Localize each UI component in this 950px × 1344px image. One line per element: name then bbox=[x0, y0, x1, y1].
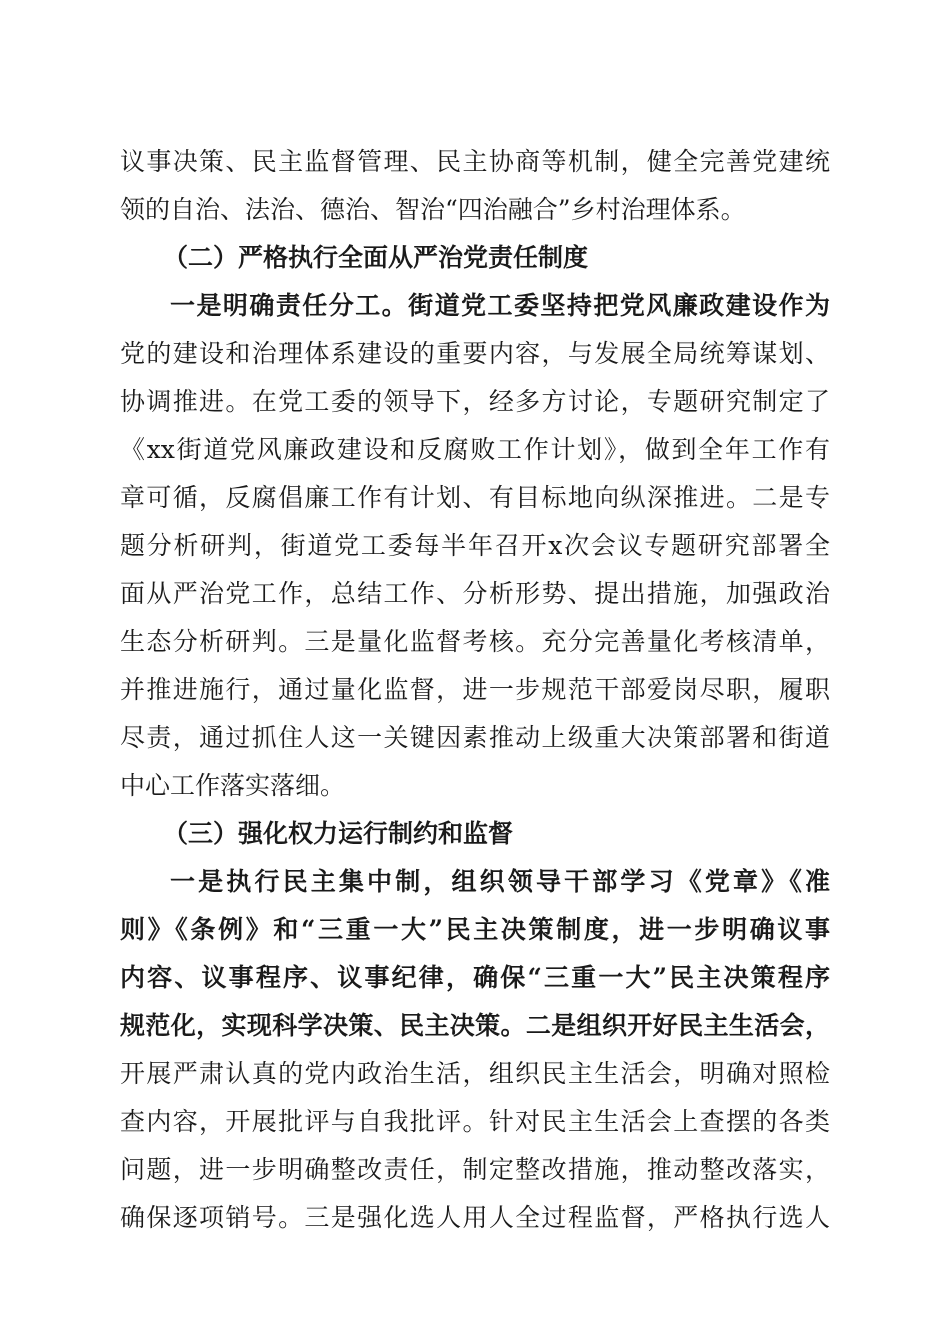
paragraph-line: 中心工作落实落细。 bbox=[120, 771, 346, 800]
paragraph-line: 并推进施行，通过量化监督，进一步规范干部爱岗尽职，履职 bbox=[120, 675, 830, 704]
paragraph-line: 议事决策、民主监督管理、民主协商等机制，健全完善党建统 bbox=[120, 147, 830, 176]
section-heading: （二）严格执行全面从严治党责任制度 bbox=[163, 243, 589, 272]
paragraph-line: 面从严治党工作，总结工作、分析形势、提出措施，加强政治 bbox=[120, 579, 830, 608]
paragraph-line: 则》《条例》和“三重一大”民主决策制度，进一步明确议事 bbox=[120, 915, 830, 944]
paragraph-line: 题分析研判，街道党工委每半年召开x次会议专题研究部署全 bbox=[120, 531, 830, 560]
paragraph-line: 领的自治、法治、德治、智治“四治融合”乡村治理体系。 bbox=[120, 195, 746, 224]
paragraph-line: 问题，进一步明确整改责任，制定整改措施，推动整改落实， bbox=[120, 1155, 830, 1184]
section-heading: （三）强化权力运行制约和监督 bbox=[163, 819, 514, 848]
paragraph-line: 查内容，开展批评与自我批评。针对民主生活会上查摆的各类 bbox=[120, 1107, 830, 1136]
paragraph-line: 党的建设和治理体系建设的重要内容，与发展全局统筹谋划、 bbox=[120, 339, 830, 368]
paragraph-line: 内容、议事程序、议事纪律，确保“三重一大”民主决策程序 bbox=[120, 963, 830, 992]
paragraph-line: 开展严肃认真的党内政治生活，组织民主生活会，明确对照检 bbox=[120, 1059, 830, 1088]
paragraph-line: 尽责，通过抓住人这一关键因素推动上级重大决策部署和街道 bbox=[120, 723, 830, 752]
paragraph-line: 一是明确责任分工。街道党工委坚持把党风廉政建设作为 bbox=[170, 291, 830, 320]
paragraph-line: 确保逐项销号。三是强化选人用人全过程监督，严格执行选人 bbox=[120, 1203, 830, 1232]
paragraph-line: 《xx街道党风廉政建设和反腐败工作计划》，做到全年工作有 bbox=[120, 435, 830, 464]
paragraph-line: 规范化，实现科学决策、民主决策。二是组织开好民主生活会， bbox=[120, 1011, 830, 1040]
paragraph-line: 一是执行民主集中制，组织领导干部学习《党章》《准 bbox=[170, 867, 830, 896]
paragraph-line: 生态分析研判。三是量化监督考核。充分完善量化考核清单， bbox=[120, 627, 830, 656]
paragraph-line: 章可循，反腐倡廉工作有计划、有目标地向纵深推进。二是专 bbox=[120, 483, 830, 512]
paragraph-line: 协调推进。在党工委的领导下，经多方讨论，专题研究制定了 bbox=[120, 387, 830, 416]
